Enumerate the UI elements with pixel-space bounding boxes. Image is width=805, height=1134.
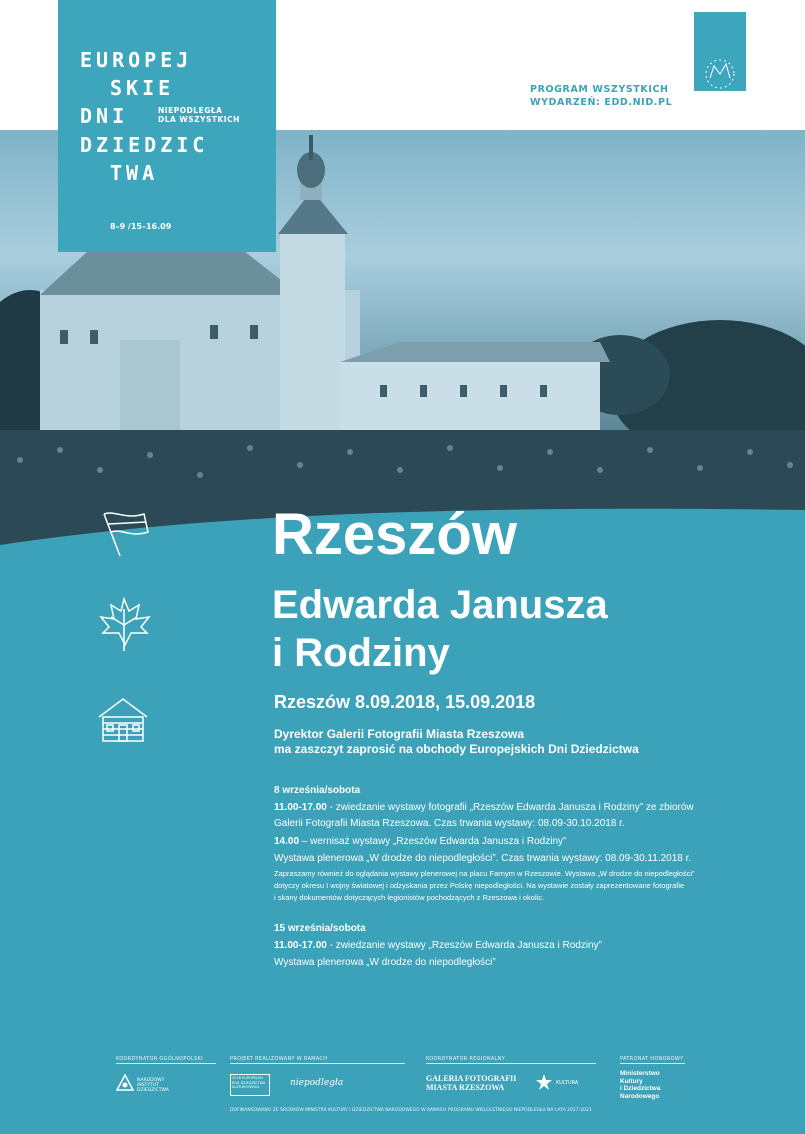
title-city: Rzeszów [272,502,517,567]
event-dates: Rzeszów 8.09.2018, 15.09.2018 [274,692,536,712]
day2-item1-time: 11.00-17.00 [274,940,327,951]
logo-mkidn-line-1: Ministerstwo [620,1070,660,1077]
invite-line-1: Dyrektor Galerii Fotografii Miasta Rzeszowa [274,727,525,741]
logo-mkidn-line-4: Narodowego [620,1092,660,1100]
logo-line-4: DZIEDZIC [80,133,209,157]
footer-head-regional: KOORDYNATOR REGIONALNY [426,1056,506,1062]
funding-note: DOFINANSOWANO ZE ŚRODKÓW MINISTRA KULTURY I DZIEDZICTWA NARODOWEGO W RAMACH PROGRAMU WIELOLETNIEGO NIEPODLEGŁA NA LATA 2017-2021 [230,1108,592,1113]
logo-edd-2018: 2018 EUROPEJSKI ROK DZIEDZICTWA KULTUROWEGO [230,1074,270,1096]
leaf-icon [95,595,153,653]
footer-divider-2 [230,1063,405,1064]
logo-galeria-line-1: GALERIA FOTOGRAFII [426,1074,517,1083]
logo-mkidn-line-3: i Dziedzictwa [620,1085,661,1092]
logo-galeria [426,1074,516,1092]
logo-subtitle-1: NIEPODLEGŁA [158,106,223,115]
day2-item1-text: - zwiedzanie wystawy „Rzeszów Edwarda Janusza i Rodziny” [326,940,602,951]
day1-item1 [274,800,694,815]
nid-logo-icon [116,1074,134,1092]
invitation [274,727,639,757]
day1-small-1: Zapraszamy również do oglądania wystawy plenerowej na placu Farnym w Rzeszowie. Wystawa „W drodze do niepodległości” [274,869,695,878]
program-line-1: PROGRAM WSZYSTKICH [530,84,669,95]
logo-kultura: KULTURA [556,1080,579,1086]
title-line-2: Edwarda Janusza [272,583,608,627]
footer-divider-4 [620,1063,685,1064]
footer-divider-3 [426,1063,596,1064]
day1-item2-text: – wernisaż wystawy „Rzeszów Edwarda Janusza i Rodziny” [299,836,567,847]
day1-small-3: i skany dokumentów dotyczących legionistów pochodzących z Rzeszowa i okolic. [274,893,545,902]
day1-item1-time: 11.00-17.00 [274,802,327,813]
footer-head-national: KOORDYNATOR OGÓLNOPOLSKI [116,1056,203,1062]
logo-galeria-line-2: MIASTA RZESZOWA [426,1083,505,1092]
logo-line-2: SKIE [110,76,175,100]
day1-item2-time: 14.00 [274,836,300,847]
logo-ministerstwo [620,1070,660,1100]
logo-dates: 8–9 /15–16.09 [110,222,172,231]
invite-line-2: ma zaszczyt zaprosić na obchody Europejskich Dni Dziedzictwa [274,742,639,756]
logo-mkidn-line-2: Kultury [620,1077,643,1085]
title-line-3: i Rodziny [272,631,450,675]
program-url-link[interactable]: EDD.NID.PL [604,97,673,108]
edd-logo [58,0,276,252]
flag-icon [100,510,150,560]
day1-item3: Wystawa plenerowa „W drodze do niepodległości”. Czas trwania wystawy: 08.09-30.11.2018 r. [274,853,692,864]
program-info [530,83,672,109]
logo-line-3: DNI [80,104,129,128]
day1-heading: 8 września/sobota [274,785,361,796]
footer-head-project: PROJEKT REALIZOWANY W RAMACH [230,1056,328,1062]
day1-small-2: dotyczy okresu I wojny światowej i odzyskania przez Polskę niepodległości. Na wystawie zostały zaprezentowane fotografie [274,881,685,890]
program-prefix: WYDARZEŃ: [530,97,605,108]
program-line-2 [530,96,672,109]
day1-item1-text: - zwiedzanie wystawy fotografii „Rzeszów Edwarda Janusza i Rodziny” ze zbiorów [326,802,694,813]
kultura-star-icon [536,1074,552,1090]
logo-nid-text: NARODOWY INSTYTUT DZIEDZICTWA [137,1078,169,1093]
house-icon [95,695,151,745]
eu-heritage-emblem [694,12,746,91]
footer-divider-1 [116,1063,216,1064]
logo-subtitle-2: DLA WSZYSTKICH [158,115,240,124]
logo-line-5: TWA [110,161,159,185]
day2-item2: Wystawa plenerowa „W drodze do niepodległości” [274,957,496,968]
day1-item2 [274,834,566,849]
day2-heading: 15 września/sobota [274,923,366,934]
logo-line-1: EUROPEJ [80,48,193,72]
day2-item1 [274,938,602,953]
logo-niepodlegla: niepodległa [290,1078,344,1088]
footer-head-patronage: PATRONAT HONOROWY [620,1056,684,1062]
day1-item1-cont: Galerii Fotografii Miasta Rzeszowa. Czas trwania wystawy: 08.09-30.10.2018 r. [274,818,625,829]
